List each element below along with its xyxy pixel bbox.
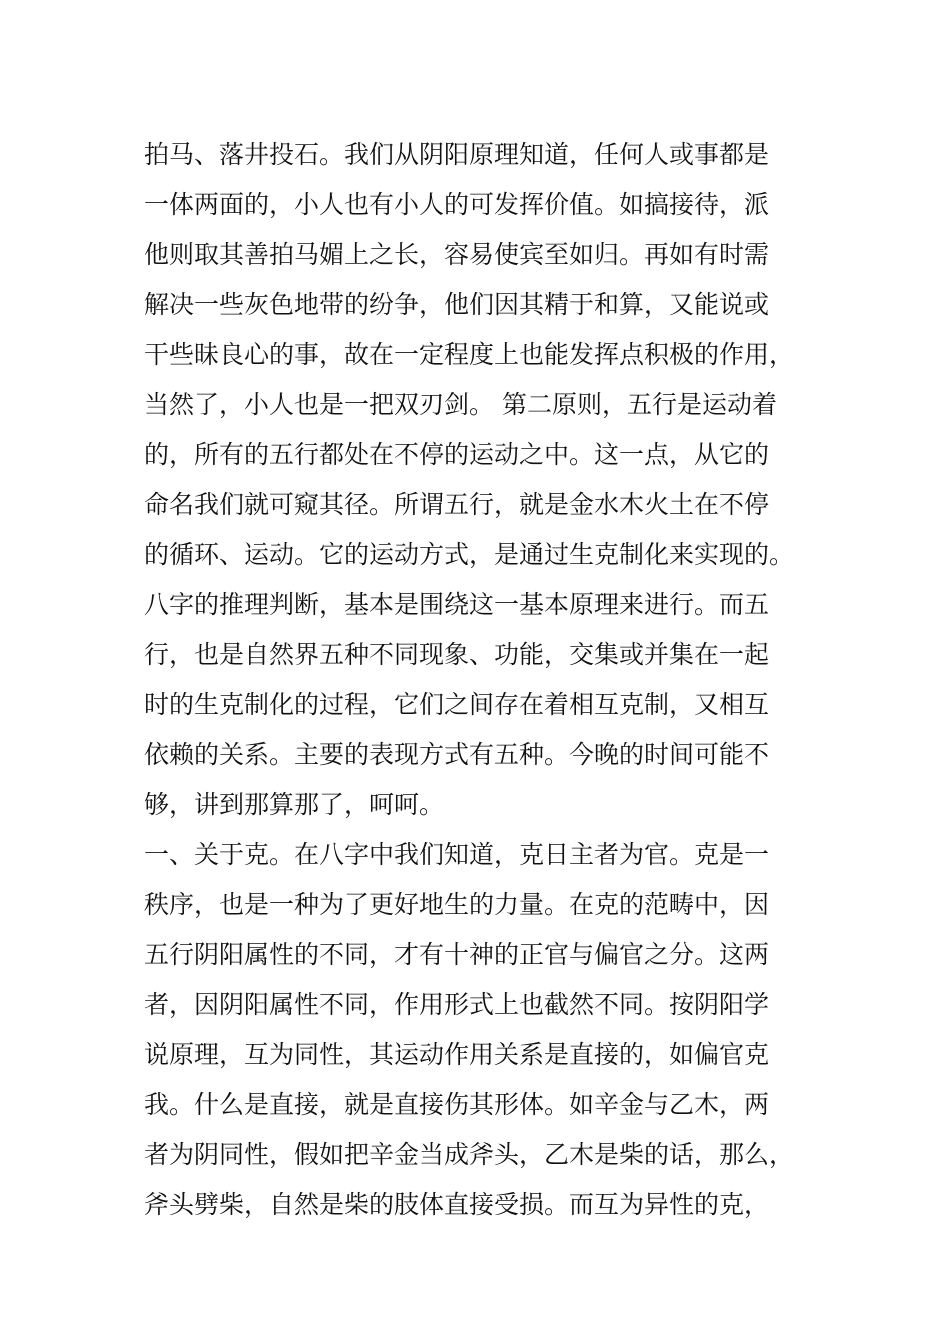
text-line: 他则取其善拍马媚上之长，容易使宾至如归。再如有时需 — [144, 240, 770, 269]
text-line: 命名我们就可窥其径。所谓五行，就是金水木火土在不停 — [144, 490, 770, 519]
text-line: 我。什么是直接，就是直接伤其形体。如辛金与乙木，两 — [144, 1090, 770, 1119]
text-line: 秩序，也是一种为了更好地生的力量。在克的范畴中，因 — [144, 890, 770, 919]
text-line: 说原理，互为同性，其运动作用关系是直接的，如偏官克 — [144, 1040, 770, 1069]
text-line: 一、关于克。在八字中我们知道，克日主者为官。克是一 — [144, 840, 770, 869]
text-line: 斧头劈柴，自然是柴的肢体直接受损。而互为异性的克， — [144, 1190, 770, 1219]
text-line: 行，也是自然界五种不同现象、功能，交集或并集在一起 — [144, 640, 770, 669]
text-line: 者，因阴阳属性不同，作用形式上也截然不同。按阴阳学 — [144, 990, 770, 1019]
text-line: 拍马、落井投石。我们从阴阳原理知道，任何人或事都是 — [144, 140, 770, 169]
text-line: 八字的推理判断，基本是围绕这一基本原理来进行。而五 — [144, 590, 770, 619]
text-line: 的，所有的五行都处在不停的运动之中。这一点，从它的 — [144, 440, 770, 469]
text-line: 一体两面的，小人也有小人的可发挥价值。如搞接待，派 — [144, 190, 770, 219]
text-line: 时的生克制化的过程，它们之间存在着相互克制，又相互 — [144, 690, 770, 719]
text-line: 依赖的关系。主要的表现方式有五种。今晚的时间可能不 — [144, 740, 770, 769]
text-line: 解决一些灰色地带的纷争，他们因其精于和算，又能说或 — [144, 290, 770, 319]
text-line: 者为阴同性，假如把辛金当成斧头，乙木是柴的话，那么， — [144, 1140, 795, 1169]
text-line: 五行阴阳属性的不同，才有十神的正官与偏官之分。这两 — [144, 940, 770, 969]
text-line: 当然了，小人也是一把双刃剑。 第二原则，五行是运动着 — [144, 390, 777, 419]
text-line: 够，讲到那算那了，呵呵。 — [144, 790, 445, 819]
text-line: 干些昧良心的事，故在一定程度上也能发挥点积极的作用， — [144, 340, 795, 369]
text-line: 的循环、运动。它的运动方式，是通过生克制化来实现的。 — [144, 540, 795, 569]
body-text — [144, 130, 804, 1230]
